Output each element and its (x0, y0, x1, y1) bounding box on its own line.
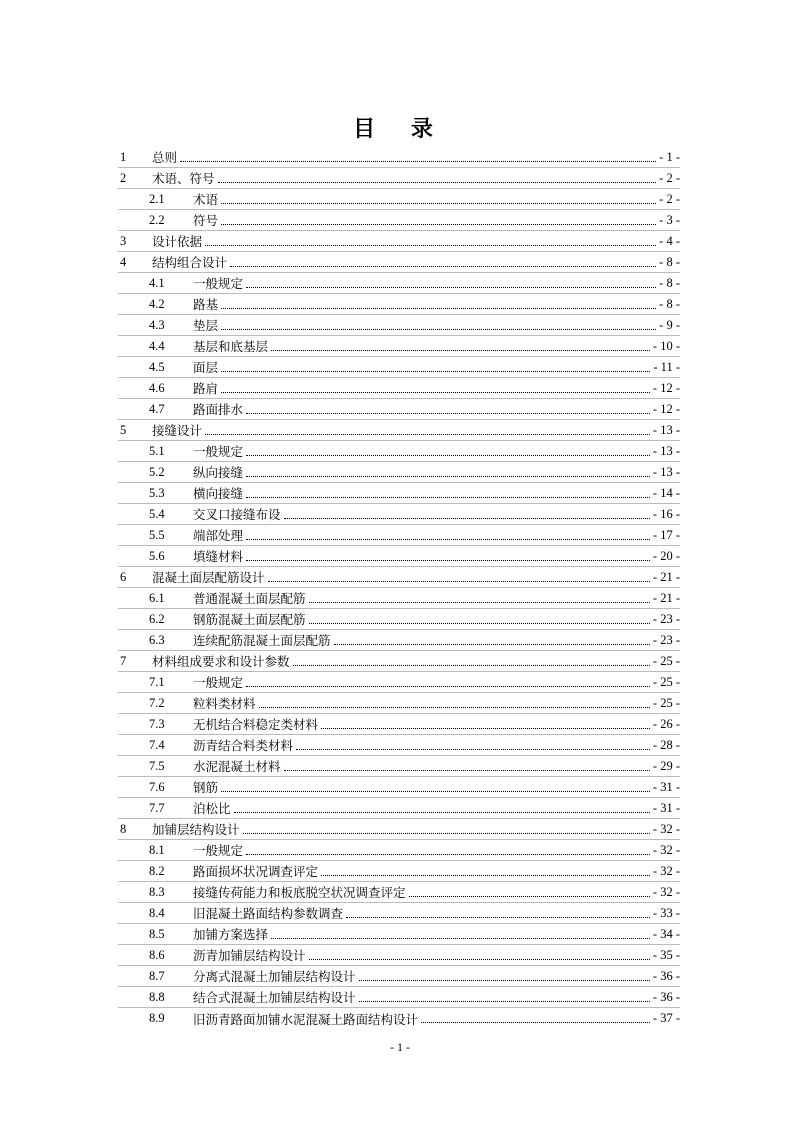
toc-entry-page: - 9 - (659, 317, 680, 332)
toc-entry-label: 旧混凝土路面结构参数调查 (193, 906, 344, 921)
toc-section-entry[interactable] (118, 756, 680, 777)
toc-entry-number: 8.5 (149, 926, 165, 941)
toc-entry-label: 面层 (193, 360, 219, 375)
toc-entry-number: 8.9 (149, 1011, 165, 1025)
toc-entry-page: - 23 - (652, 632, 680, 647)
toc-dot-leader (309, 959, 650, 960)
toc-entry-label: 横向接缝 (193, 486, 244, 501)
toc-entry-page: - 36 - (652, 989, 680, 1004)
toc-section-entry[interactable] (118, 546, 680, 567)
toc-dot-leader (246, 539, 650, 540)
toc-entry-page: - 23 - (652, 611, 680, 626)
toc-entry-page: - 31 - (652, 779, 680, 794)
toc-entry-label: 术语、符号 (152, 171, 215, 186)
toc-dot-leader (359, 980, 650, 981)
toc-entry-label: 路基 (193, 297, 219, 312)
toc-dot-leader (359, 1001, 650, 1002)
toc-entry-page: - 12 - (652, 380, 680, 395)
toc-entry-label: 路肩 (193, 381, 219, 396)
toc-entry-number: 2 (120, 170, 127, 185)
toc-dot-leader (309, 602, 650, 603)
toc-entry-number: 7.6 (149, 779, 165, 794)
toc-entry-number: 4.1 (149, 275, 165, 290)
toc-chapter-entry[interactable] (118, 567, 680, 588)
toc-section-entry[interactable] (118, 882, 680, 903)
toc-entry-label: 填缝材料 (193, 549, 244, 564)
toc-section-entry[interactable] (118, 966, 680, 987)
toc-entry-number: 5.1 (149, 443, 165, 458)
toc-section-entry[interactable] (118, 945, 680, 966)
toc-chapter-entry[interactable] (118, 168, 680, 189)
toc-section-entry[interactable] (118, 504, 680, 525)
toc-dot-leader (221, 203, 656, 204)
toc-entry-page: - 35 - (652, 947, 680, 962)
toc-entry-number: 2.1 (149, 191, 165, 206)
toc-entry-page: - 32 - (652, 842, 680, 857)
toc-entry-label: 旧沥青路面加铺水泥混凝土路面结构设计 (193, 1011, 419, 1027)
toc-entry-label: 术语 (193, 192, 219, 207)
toc-entry-page: - 25 - (652, 653, 680, 668)
toc-entry-number: 4.3 (149, 317, 165, 332)
toc-section-entry[interactable] (118, 294, 680, 315)
toc-section-entry[interactable] (118, 840, 680, 861)
toc-dot-leader (205, 245, 656, 246)
toc-section-entry[interactable] (118, 189, 680, 210)
toc-entry-label: 钢筋 (193, 780, 219, 795)
toc-entry-number: 8.8 (149, 989, 165, 1004)
toc-entry-label: 一般规定 (193, 843, 244, 858)
toc-dot-leader (243, 833, 650, 834)
toc-dot-leader (421, 1022, 650, 1023)
toc-entry-number: 7.5 (149, 758, 165, 773)
toc-dot-leader (271, 350, 650, 351)
toc-section-entry[interactable] (118, 315, 680, 336)
toc-entry-page: - 2 - (659, 191, 680, 206)
toc-entry-page: - 34 - (652, 926, 680, 941)
toc-entry-number: 5.6 (149, 548, 165, 563)
toc-chapter-entry[interactable] (118, 147, 680, 168)
toc-entry-page: - 10 - (652, 338, 680, 353)
toc-dot-leader (246, 497, 650, 498)
toc-dot-leader (246, 476, 650, 477)
toc-section-entry[interactable] (118, 630, 680, 651)
toc-entry-number: 6 (120, 569, 127, 584)
toc-dot-leader (259, 707, 650, 708)
toc-entry-label: 纵向接缝 (193, 465, 244, 480)
toc-section-entry[interactable] (118, 777, 680, 798)
toc-dot-leader (268, 581, 650, 582)
toc-entry-number: 5 (120, 422, 127, 437)
toc-entry-label: 加铺方案选择 (193, 927, 269, 942)
toc-entry-label: 符号 (193, 213, 219, 228)
toc-entry-page: - 26 - (652, 716, 680, 731)
toc-entry-page: - 17 - (652, 527, 680, 542)
toc-entry-number: 5.5 (149, 527, 165, 542)
toc-entry-page: - 33 - (652, 905, 680, 920)
toc-entry-page: - 32 - (652, 863, 680, 878)
toc-section-entry[interactable] (118, 861, 680, 882)
toc-entry-label: 沥青加铺层结构设计 (193, 948, 306, 963)
toc-section-entry[interactable] (118, 672, 680, 693)
toc-entry-label: 结构组合设计 (152, 255, 228, 270)
toc-section-entry[interactable] (118, 336, 680, 357)
toc-section-entry[interactable] (118, 1008, 680, 1029)
toc-dot-leader (409, 896, 650, 897)
toc-dot-leader (284, 518, 650, 519)
toc-entry-number: 8.4 (149, 905, 165, 920)
toc-entry-number: 7.7 (149, 800, 165, 815)
toc-entry-label: 一般规定 (193, 276, 244, 291)
toc-entry-page: - 8 - (659, 254, 680, 269)
toc-entry-page: - 32 - (652, 821, 680, 836)
toc-section-entry[interactable] (118, 609, 680, 630)
toc-section-entry[interactable] (118, 987, 680, 1008)
toc-entry-page: - 13 - (652, 422, 680, 437)
toc-entry-label: 连续配筋混凝土面层配筋 (193, 633, 331, 648)
toc-entry-number: 7.2 (149, 695, 165, 710)
toc-entry-label: 路面损坏状况调查评定 (193, 864, 319, 879)
toc-entry-number: 7.4 (149, 737, 165, 752)
toc-entry-label: 接缝设计 (152, 423, 203, 438)
toc-entry-number: 4.5 (149, 359, 165, 374)
toc-entry-label: 基层和底基层 (193, 339, 269, 354)
toc-section-entry[interactable] (118, 588, 680, 609)
toc-entry-page: - 2 - (659, 170, 680, 185)
toc-dot-leader (321, 875, 650, 876)
toc-entry-number: 8.1 (149, 842, 165, 857)
toc-dot-leader (246, 560, 650, 561)
toc-entry-label: 垫层 (193, 318, 219, 333)
toc-dot-leader (221, 329, 656, 330)
toc-dot-leader (246, 455, 650, 456)
toc-entry-page: - 8 - (659, 296, 680, 311)
toc-entry-page: - 13 - (652, 443, 680, 458)
toc-section-entry[interactable] (118, 483, 680, 504)
toc-dot-leader (296, 749, 650, 750)
toc-dot-leader (271, 938, 650, 939)
toc-entry-label: 一般规定 (193, 675, 244, 690)
toc-entry-page: - 21 - (652, 590, 680, 605)
toc-dot-leader (246, 686, 650, 687)
toc-entry-label: 普通混凝土面层配筋 (193, 591, 306, 606)
toc-section-entry[interactable] (118, 693, 680, 714)
toc-entry-label: 设计依据 (152, 234, 203, 249)
toc-entry-label: 一般规定 (193, 444, 244, 459)
toc-entry-page: - 36 - (652, 968, 680, 983)
toc-dot-leader (221, 371, 650, 372)
toc-entry-number: 7 (120, 653, 127, 668)
toc-dot-leader (221, 392, 650, 393)
toc-entry-page: - 25 - (652, 674, 680, 689)
toc-entry-page: - 25 - (652, 695, 680, 710)
toc-section-entry[interactable] (118, 462, 680, 483)
toc-entry-label: 粒料类材料 (193, 696, 256, 711)
toc-dot-leader (346, 917, 650, 918)
toc-entry-number: 7.3 (149, 716, 165, 731)
toc-entry-label: 钢筋混凝土面层配筋 (193, 612, 306, 627)
toc-entry-label: 泊松比 (193, 801, 231, 816)
toc-entry-number: 5.3 (149, 485, 165, 500)
toc-entry-number: 5.2 (149, 464, 165, 479)
toc-entry-page: - 16 - (652, 506, 680, 521)
toc-entry-number: 8.7 (149, 968, 165, 983)
toc-entry-label: 交叉口接缝布设 (193, 507, 281, 522)
toc-dot-leader (309, 623, 650, 624)
toc-entry-label: 材料组成要求和设计参数 (152, 654, 290, 669)
toc-dot-leader (246, 287, 656, 288)
toc-entry-number: 6.3 (149, 632, 165, 647)
toc-dot-leader (321, 728, 650, 729)
toc-section-entry[interactable] (118, 903, 680, 924)
toc-entry-page: - 1 - (659, 149, 680, 164)
toc-entry-page: - 8 - (659, 275, 680, 290)
toc-entry-label: 混凝土面层配筋设计 (152, 570, 265, 585)
toc-entry-number: 7.1 (149, 674, 165, 689)
toc-section-entry[interactable] (118, 525, 680, 546)
toc-entry-number: 8.3 (149, 884, 165, 899)
toc-entry-label: 分离式混凝土加铺层结构设计 (193, 969, 356, 984)
toc-section-entry[interactable] (118, 798, 680, 819)
toc-dot-leader (221, 791, 650, 792)
toc-section-entry[interactable] (118, 399, 680, 420)
toc-dot-leader (246, 413, 650, 414)
toc-section-entry[interactable] (118, 210, 680, 231)
toc-entry-number: 4.2 (149, 296, 165, 311)
table-of-contents (118, 147, 680, 1029)
toc-entry-label: 总则 (152, 150, 178, 165)
toc-entry-page: - 20 - (652, 548, 680, 563)
toc-entry-number: 4.4 (149, 338, 165, 353)
toc-entry-label: 沥青结合料类材料 (193, 738, 294, 753)
toc-entry-label: 接缝传荷能力和板底脱空状况调查评定 (193, 885, 406, 900)
toc-section-entry[interactable] (118, 714, 680, 735)
toc-entry-page: - 4 - (659, 233, 680, 248)
toc-entry-page: - 11 - (653, 359, 680, 374)
toc-entry-number: 3 (120, 233, 127, 248)
toc-section-entry[interactable] (118, 273, 680, 294)
toc-chapter-entry[interactable] (118, 252, 680, 273)
toc-entry-number: 5.4 (149, 506, 165, 521)
toc-entry-number: 6.1 (149, 590, 165, 605)
toc-section-entry[interactable] (118, 378, 680, 399)
page-number-footer: - 1 - (390, 1040, 410, 1054)
toc-section-entry[interactable] (118, 924, 680, 945)
toc-entry-page: - 32 - (652, 884, 680, 899)
toc-entry-label: 端部处理 (193, 528, 244, 543)
toc-chapter-entry[interactable] (118, 231, 680, 252)
toc-entry-number: 8.2 (149, 863, 165, 878)
toc-entry-label: 加铺层结构设计 (152, 822, 240, 837)
toc-dot-leader (205, 434, 650, 435)
toc-chapter-entry[interactable] (118, 819, 680, 840)
toc-entry-page: - 28 - (652, 737, 680, 752)
toc-entry-label: 结合式混凝土加铺层结构设计 (193, 990, 356, 1005)
toc-section-entry[interactable] (118, 735, 680, 756)
toc-entry-page: - 29 - (652, 758, 680, 773)
toc-dot-leader (180, 161, 656, 162)
toc-entry-number: 8.6 (149, 947, 165, 962)
toc-entry-label: 水泥混凝土材料 (193, 759, 281, 774)
toc-section-entry[interactable] (118, 441, 680, 462)
toc-entry-number: 2.2 (149, 212, 165, 227)
toc-entry-page: - 21 - (652, 569, 680, 584)
toc-section-entry[interactable] (118, 357, 680, 378)
page-title: 目 录 (353, 117, 447, 142)
toc-chapter-entry[interactable] (118, 651, 680, 672)
toc-dot-leader (246, 854, 650, 855)
toc-dot-leader (221, 224, 656, 225)
toc-dot-leader (284, 770, 650, 771)
toc-entry-page: - 14 - (652, 485, 680, 500)
toc-dot-leader (221, 308, 656, 309)
toc-entry-number: 4.6 (149, 380, 165, 395)
toc-entry-number: 1 (120, 149, 127, 164)
toc-entry-page: - 13 - (652, 464, 680, 479)
toc-dot-leader (334, 644, 650, 645)
toc-entry-number: 6.2 (149, 611, 165, 626)
toc-entry-number: 4.7 (149, 401, 165, 416)
toc-entry-label: 路面排水 (193, 402, 244, 417)
toc-entry-number: 8 (120, 821, 127, 836)
toc-entry-page: - 12 - (652, 401, 680, 416)
toc-chapter-entry[interactable] (118, 420, 680, 441)
toc-entry-page: - 3 - (659, 212, 680, 227)
toc-dot-leader (230, 266, 656, 267)
toc-entry-page: - 31 - (652, 800, 680, 815)
toc-entry-page: - 37 - (652, 1011, 680, 1025)
toc-dot-leader (293, 665, 650, 666)
toc-entry-number: 4 (120, 254, 127, 269)
toc-dot-leader (218, 182, 657, 183)
toc-entry-label: 无机结合料稳定类材料 (193, 717, 319, 732)
toc-dot-leader (234, 812, 650, 813)
